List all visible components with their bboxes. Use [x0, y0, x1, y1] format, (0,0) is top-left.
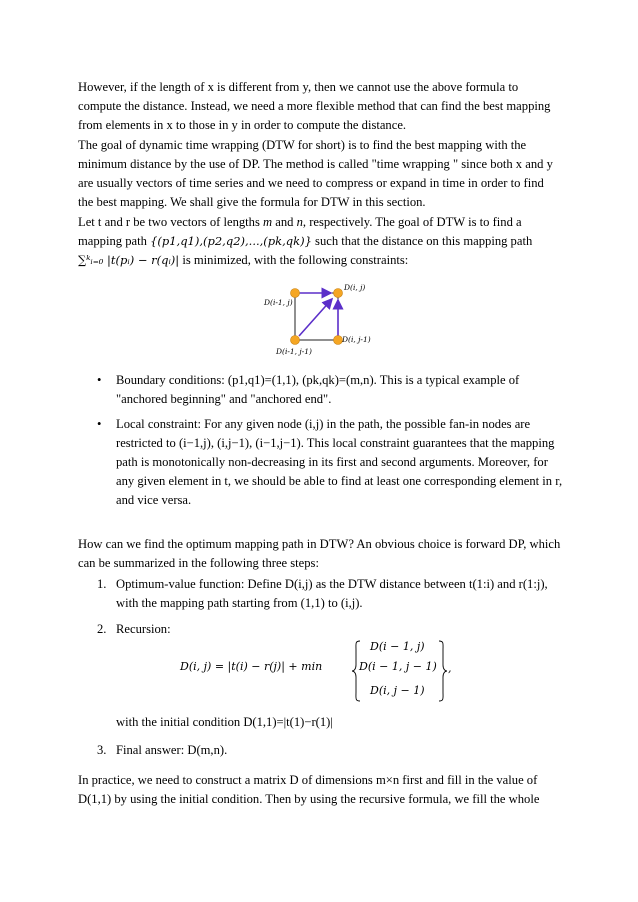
text-segment: such that the distance on this mapping path — [311, 234, 533, 248]
paragraph-definition — [78, 213, 562, 270]
step-optimum-value: Optimum-value function: Define D(i,j) as the DTW distance between t(1:i) and r(1:j), with the mapping path starting from (1,1) to (i,j). — [116, 577, 548, 610]
node-i-minus-1-j-minus-1 — [291, 336, 300, 345]
formula-case-2: D(i − 1, j − 1) — [359, 660, 437, 673]
dtw-local-diagram — [258, 278, 378, 360]
label-i-minus-1-j-minus-1: D(i-1, j-1) — [276, 347, 312, 356]
var-m: m — [263, 215, 273, 229]
initial-condition: with the initial condition D(1,1)=|t(1)−r(1)| — [116, 715, 333, 729]
label-i-j: D(i, j) — [344, 283, 366, 292]
step-final-answer: Final answer: D(m,n). — [116, 743, 228, 757]
paragraph-dtw-goal: The goal of dynamic time wrapping (DTW for short) is to find the best mapping with the minimum distance by the use of DP. The method is called "time wrapping " since both x and y are usually vectors of time series and we need to compress or expand in time in order to find the best mapping. We shall give the formula for DTW in this section. — [78, 138, 553, 209]
step-number: 1. — [97, 577, 107, 591]
label-i-minus-1-j: D(i-1, j) — [264, 298, 293, 307]
mapping-path-expr: {(p1,q1),(p2,q2),...,(pk,qk)} — [150, 234, 312, 248]
paragraph-intro: However, if the length of x is different from y, then we cannot use the above formula to compute the distance. Instead, we need a more flexible method that can find the best mapping from elements in x to those in y in order to compute the distance. — [78, 80, 551, 132]
step-number: 2. — [97, 622, 107, 636]
text-segment: , respectively. The goal of DTW is to find a mapping path — [78, 215, 522, 248]
bullet-boundary-conditions: Boundary conditions: (p1,q1)=(1,1), (pk,qk)=(m,n). This is a typical example of "anchored beginning" and "anchored end". — [116, 373, 520, 406]
bullet-icon: • — [97, 417, 102, 431]
text-segment: is minimized, with the following constraints: — [179, 253, 409, 267]
formula-lhs: D(i, j) = |t(i) − r(j)| + min — [180, 660, 323, 673]
arrow-diagonal — [299, 299, 332, 336]
text-segment: and — [272, 215, 297, 229]
text-segment: Let t and r be two vectors of lengths — [78, 215, 264, 229]
formula-comma: , — [448, 662, 452, 675]
paragraph-practice: In practice, we need to construct a matrix D of dimensions m×n first and fill in the value of D(1,1) by using the initial condition. Then by using the recursive formula, we fill the whole — [78, 773, 540, 806]
formula-case-3: D(i, j − 1) — [370, 684, 425, 697]
paragraph-forward-dp: How can we find the optimum mapping path in DTW? An obvious choice is forward DP, which can be summarized in the following three steps: — [78, 537, 561, 570]
sum-expr: ∑ᵏᵢ₌₀ |t(pᵢ) − r(qᵢ)| — [78, 253, 180, 267]
node-i-j — [334, 289, 343, 298]
bullet-icon: • — [97, 373, 102, 387]
label-i-j-minus-1: D(i, j-1) — [342, 335, 371, 344]
bullet-local-constraint: Local constraint: For any given node (i,j) in the path, the possible fan-in nodes are restricted to (i−1,j), (i,j−1), (i−1,j−1). This local constraint guarantees that the mapping path is monotonically non-decreasing in its first and second arguments. Moreover, for any given element in t, we should be able to find at least one corresponding element in r, and vice versa. — [116, 417, 563, 507]
step-number: 3. — [97, 743, 107, 757]
var-n: n — [296, 215, 303, 229]
formula-case-1: D(i − 1, j) — [370, 640, 425, 653]
step-recursion: Recursion: — [116, 622, 171, 636]
right-brace — [438, 640, 448, 702]
node-i-minus-1-j — [291, 289, 300, 298]
